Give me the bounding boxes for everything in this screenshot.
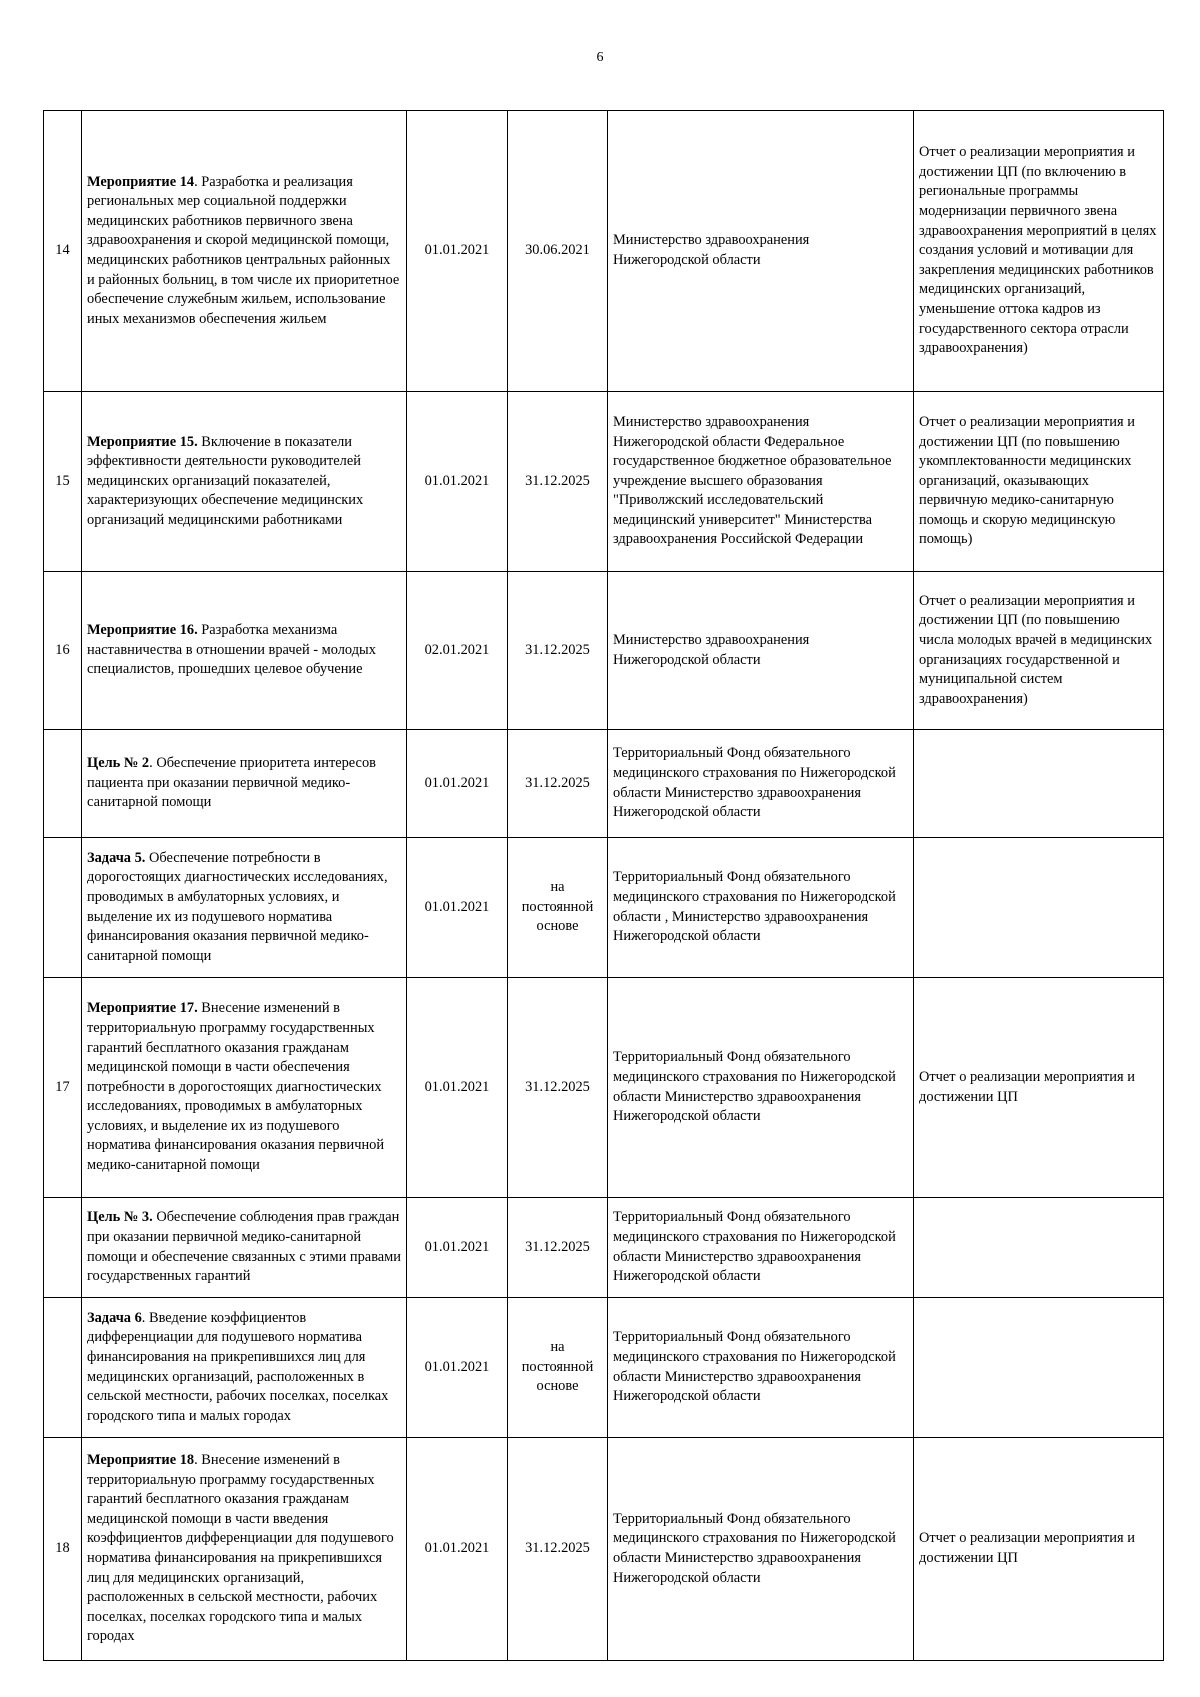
responsible-party: Министерство здравоохранения Нижегородской области	[608, 572, 914, 730]
row-number: 16	[44, 572, 82, 730]
responsible-party: Территориальный Фонд обязательного медицинского страхования по Нижегородской области Министерство здравоохранения Нижегородской области	[608, 1298, 914, 1438]
end-date: 31.12.2025	[508, 392, 608, 572]
end-date: 31.12.2025	[508, 1198, 608, 1298]
event-label: Мероприятие 14	[87, 173, 195, 190]
end-date: на постоянной основе	[508, 838, 608, 978]
expected-result: Отчет о реализации мероприятия и достижении ЦП	[914, 978, 1164, 1198]
end-date: 31.12.2025	[508, 572, 608, 730]
expected-result	[914, 730, 1164, 838]
event-text: Разработка механизма наставничества в отношении врачей - молодых специалистов, прошедших целевое обучение	[87, 622, 376, 678]
event-label: Мероприятие 16.	[87, 622, 198, 639]
start-date: 01.01.2021	[407, 1438, 508, 1661]
start-date: 01.01.2021	[407, 1198, 508, 1298]
action-plan-table	[43, 110, 1164, 1661]
responsible-party: Министерство здравоохранения Нижегородской области Федеральное государственное бюджетное образовательное учреждение высшего образования "Приволжский исследовательский медицинский университет" Министерства здравоохранения Российской Федерации	[608, 392, 914, 572]
start-date: 02.01.2021	[407, 572, 508, 730]
responsible-party: Территориальный Фонд обязательного медицинского страхования по Нижегородской области Министерство здравоохранения Нижегородской области	[608, 978, 914, 1198]
event-description	[82, 111, 407, 392]
event-description	[82, 730, 407, 838]
table-row	[44, 1298, 1164, 1438]
row-number: 17	[44, 978, 82, 1198]
end-date: 31.12.2025	[508, 978, 608, 1198]
event-description	[82, 1438, 407, 1661]
event-label: Цель № 3.	[87, 1209, 153, 1226]
expected-result: Отчет о реализации мероприятия и достижении ЦП (по повышению числа молодых врачей в медицинских организациях государственной и муниципальной систем здравоохранения)	[914, 572, 1164, 730]
event-text: . Внесение изменений в территориальную программу государственных гарантий бесплатного оказания гражданам медицинской помощи в части введения коэффициентов дифференциации для подушевого норматива финансирования на прикрепившихся лиц для медицинских организаций, расположенных в сельской местности, рабочих поселках, поселках городского типа и малых городах	[87, 1452, 394, 1645]
event-text: . Введение коэффициентов дифференциации для подушевого норматива финансирования на прикрепившихся лиц для медицинских организаций, расположенных в сельской местности, рабочих поселках, поселках городского типа и малых городах	[87, 1309, 389, 1424]
row-number	[44, 1298, 82, 1438]
responsible-party: Министерство здравоохранения Нижегородской области	[608, 111, 914, 392]
event-label: Задача 5.	[87, 849, 146, 866]
end-date: 31.12.2025	[508, 1438, 608, 1661]
event-text: Обеспечение соблюдения прав граждан при оказании первичной медико-санитарной помощи и обеспечение связанных с этими правами государственных гарантий	[87, 1209, 401, 1285]
table-row	[44, 838, 1164, 978]
event-description	[82, 1298, 407, 1438]
start-date: 01.01.2021	[407, 1298, 508, 1438]
event-description	[82, 838, 407, 978]
table-row	[44, 111, 1164, 392]
event-label: Мероприятие 15.	[87, 433, 198, 450]
event-text: Включение в показатели эффективности деятельности руководителей медицинских организаций показателей, характеризующих обеспечение медицинских организаций медицинскими работниками	[87, 433, 364, 528]
event-description	[82, 392, 407, 572]
start-date: 01.01.2021	[407, 838, 508, 978]
expected-result: Отчет о реализации мероприятия и достижении ЦП (по включению в региональные программы модернизации первичного звена здравоохранения мероприятий в целях создания условий и мотивации для закрепления медицинских работников медицинских организаций, уменьшение оттока кадров из государственного сектора отрасли здравоохранения)	[914, 111, 1164, 392]
table-row	[44, 1438, 1164, 1661]
expected-result: Отчет о реализации мероприятия и достижении ЦП	[914, 1438, 1164, 1661]
row-number	[44, 838, 82, 978]
event-text: . Обеспечение приоритета интересов пациента при оказании первичной медико-санитарной помощи	[87, 755, 376, 811]
row-number	[44, 1198, 82, 1298]
responsible-party: Территориальный Фонд обязательного медицинского страхования по Нижегородской области , Министерство здравоохранения Нижегородской области	[608, 838, 914, 978]
event-label: Мероприятие 17.	[87, 1000, 198, 1017]
row-number: 15	[44, 392, 82, 572]
expected-result	[914, 1198, 1164, 1298]
responsible-party: Территориальный Фонд обязательного медицинского страхования по Нижегородской области Министерство здравоохранения Нижегородской области	[608, 730, 914, 838]
expected-result	[914, 838, 1164, 978]
start-date: 01.01.2021	[407, 392, 508, 572]
table-row	[44, 392, 1164, 572]
expected-result	[914, 1298, 1164, 1438]
event-label: Мероприятие 18	[87, 1452, 195, 1469]
event-label: Задача 6	[87, 1309, 142, 1326]
table-row	[44, 730, 1164, 838]
end-date: 31.12.2025	[508, 730, 608, 838]
table-row	[44, 572, 1164, 730]
row-number: 14	[44, 111, 82, 392]
event-text: . Разработка и реализация региональных мер социальной поддержки медицинских работников первичного звена здравоохранения и скорой медицинской помощи, медицинских работников центральных районных и районных больниц, в том числе их приоритетное обеспечение служебным жильем, использование иных механизмов обеспечения жильем	[87, 173, 400, 327]
event-text: Обеспечение потребности в дорогостоящих диагностических исследованиях, проводимых в амбулаторных условиях, и выделение их из подушевого норматива финансирования оказания первичной медико-санитарной помощи	[87, 849, 388, 964]
row-number	[44, 730, 82, 838]
table-row	[44, 1198, 1164, 1298]
row-number: 18	[44, 1438, 82, 1661]
end-date: 30.06.2021	[508, 111, 608, 392]
event-description	[82, 978, 407, 1198]
event-label: Цель № 2	[87, 755, 150, 772]
start-date: 01.01.2021	[407, 978, 508, 1198]
event-description	[82, 572, 407, 730]
page-number: 6	[596, 50, 604, 65]
event-description	[82, 1198, 407, 1298]
expected-result: Отчет о реализации мероприятия и достижении ЦП (по повышению укомплектованности медицинских организаций, оказывающих первичную медико-санитарную помощь и скорую медицинскую помощь)	[914, 392, 1164, 572]
start-date: 01.01.2021	[407, 111, 508, 392]
responsible-party: Территориальный Фонд обязательного медицинского страхования по Нижегородской области Министерство здравоохранения Нижегородской области	[608, 1198, 914, 1298]
table-row	[44, 978, 1164, 1198]
responsible-party: Территориальный Фонд обязательного медицинского страхования по Нижегородской области Министерство здравоохранения Нижегородской области	[608, 1438, 914, 1661]
event-text: Внесение изменений в территориальную программу государственных гарантий бесплатного оказания гражданам медицинской помощи в части обеспечения потребности в дорогостоящих диагностических исследованиях, проводимых в амбулаторных условиях, и выделение их из подушевого норматива финансирования оказания первичной медико-санитарной помощи	[87, 1000, 385, 1174]
start-date: 01.01.2021	[407, 730, 508, 838]
end-date: на постоянной основе	[508, 1298, 608, 1438]
